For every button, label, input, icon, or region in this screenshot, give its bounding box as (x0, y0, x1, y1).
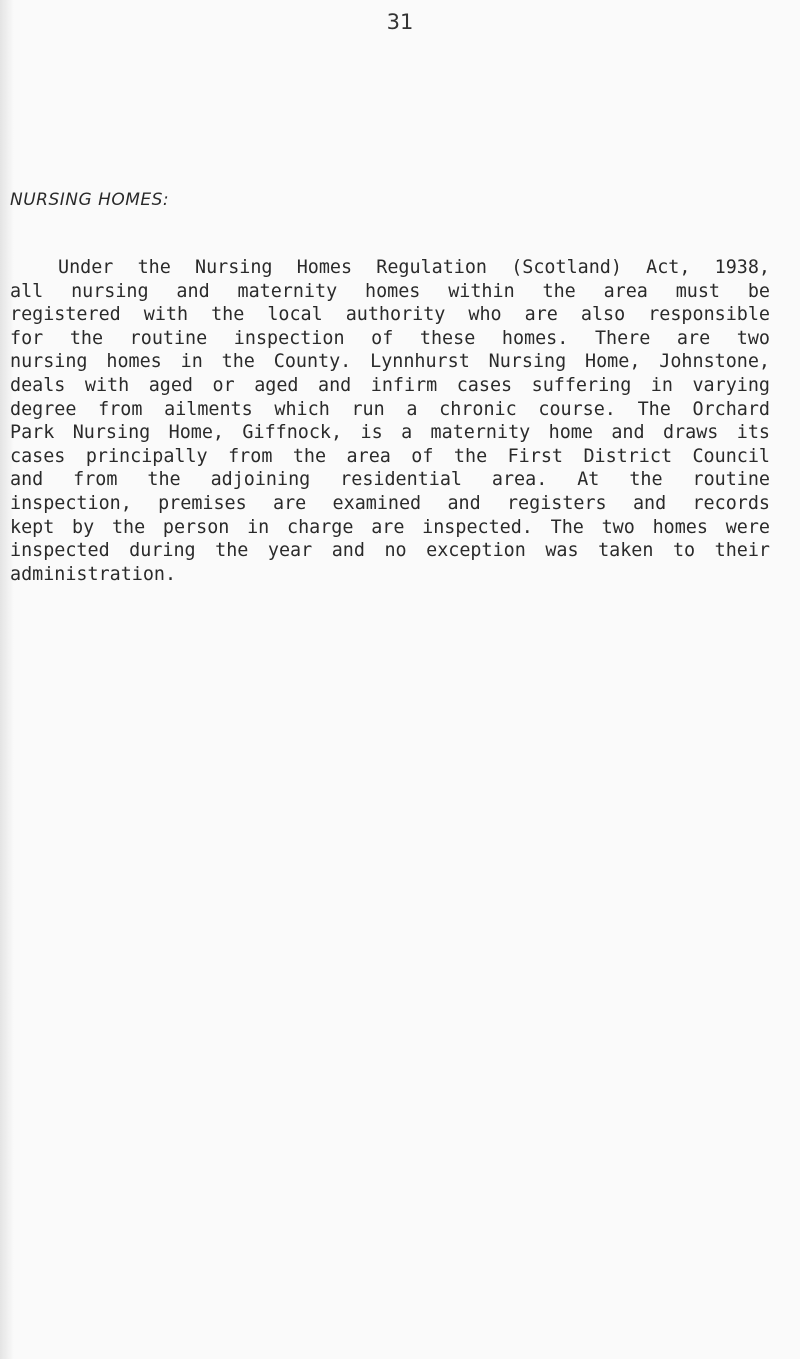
page-number: 31 (386, 10, 414, 34)
paragraph-line: inspection, premises are examined and registers and records (10, 492, 770, 514)
paragraph-line: kept by the person in charge are inspected. The two homes were (10, 516, 770, 538)
paragraph-line: cases principally from the area of the First District Council (10, 445, 770, 467)
section-heading: NURSING HOMES: (10, 190, 170, 210)
paragraph-line: and from the adjoining residential area. At the routine (10, 469, 770, 491)
paragraph-line: deals with aged or aged and infirm cases suffering in varying (10, 374, 770, 396)
paragraph-line: administration. (10, 563, 177, 585)
paragraph-line: Park Nursing Home, Giffnock, is a maternity home and draws its (10, 422, 770, 444)
paragraph-line: inspected during the year and no exception was taken to their (10, 540, 770, 562)
paragraph-line: for the routine inspection of these homes. There are two (10, 327, 770, 349)
paragraph-line: degree from ailments which run a chronic course. The Orchard (10, 398, 770, 420)
paragraph-line: registered with the local authority who are also responsible (10, 304, 770, 326)
paragraph-line: nursing homes in the County. Lynnhurst Nursing Home, Johnstone, (10, 351, 770, 373)
paragraph-line: Under the Nursing Homes Regulation (Scotland) Act, 1938, (58, 257, 770, 278)
paragraph-line: all nursing and maternity homes within the area must be (10, 280, 770, 302)
body-paragraph (10, 256, 770, 586)
